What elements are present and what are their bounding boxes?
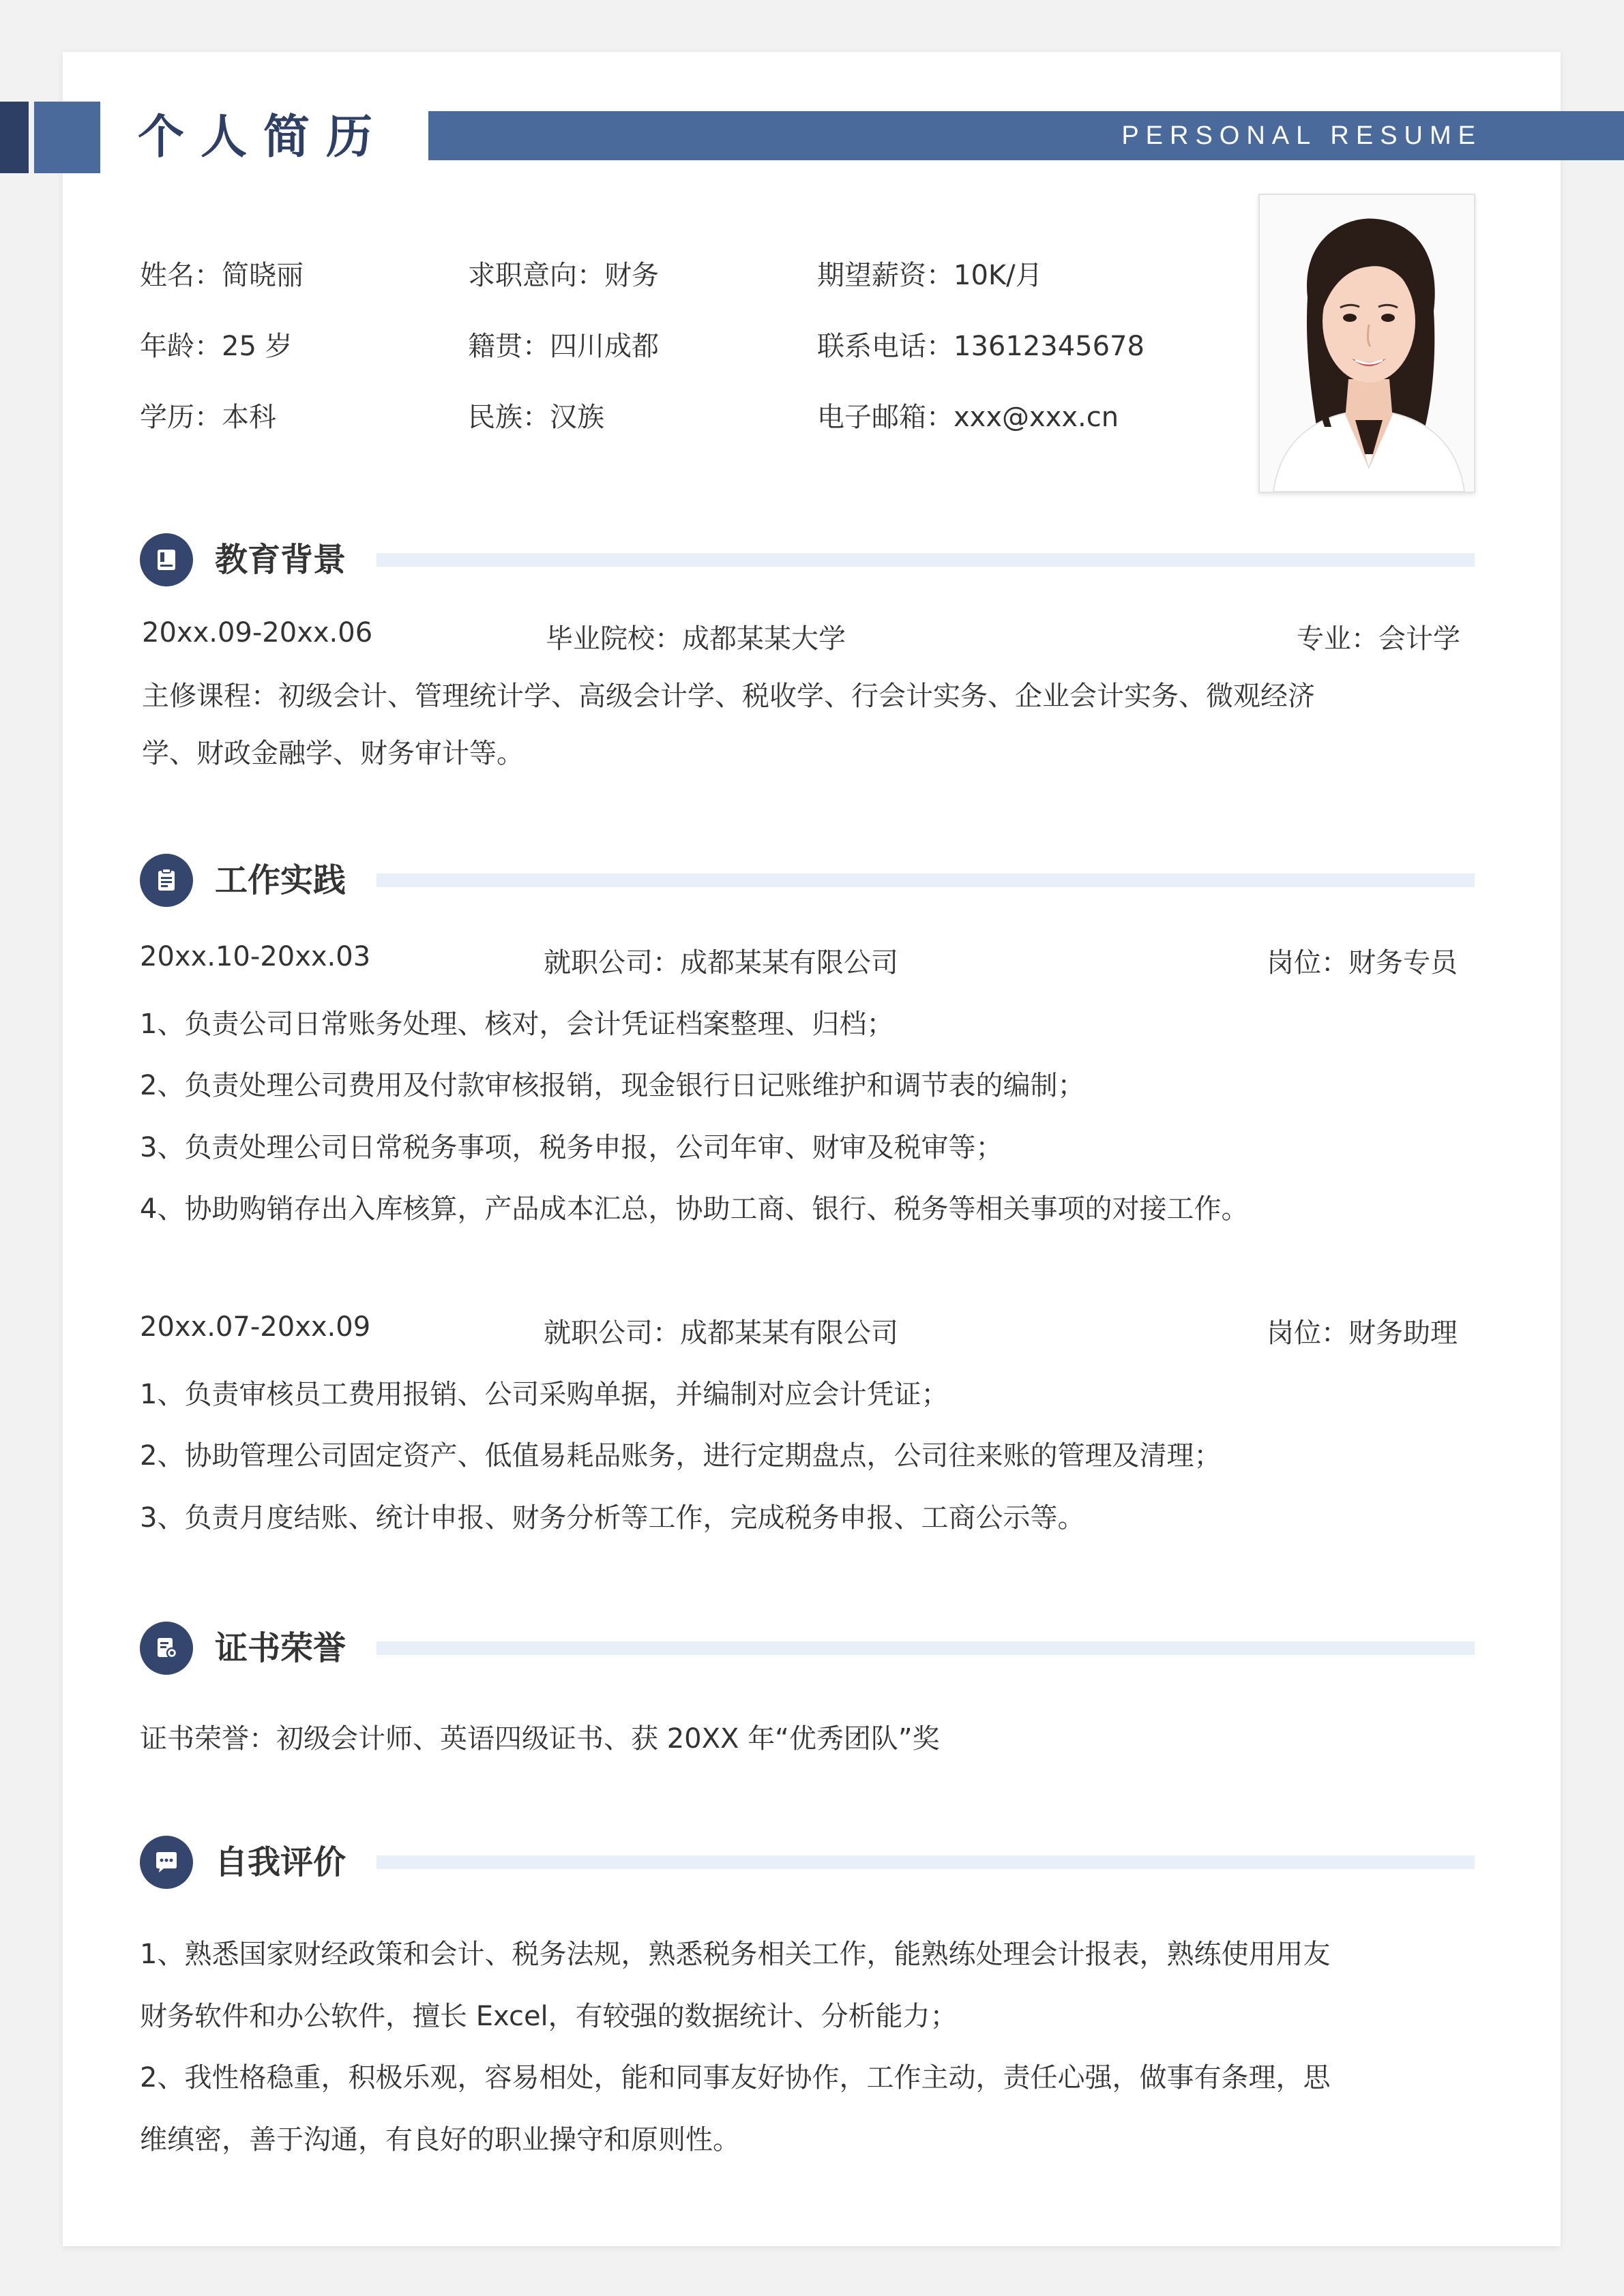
clipboard-icon xyxy=(140,854,193,907)
section-divider-certificates xyxy=(377,1641,1475,1655)
info-intention: 求职意向：财务 xyxy=(468,260,659,291)
info-email: 电子邮箱：xxx@xxx.cn xyxy=(817,402,1119,433)
info-ethnicity: 民族：汉族 xyxy=(468,402,604,433)
info-education: 学历：本科 xyxy=(140,402,276,433)
job-duty: 2、协助管理公司固定资产、低值易耗品账务，进行定期盘点，公司往来账的管理及清理； xyxy=(140,1440,1222,1472)
education-courses-cont: 学、财政金融学、财务审计等。 xyxy=(142,738,524,769)
education-courses: 主修课程：初级会计、管理统计学、高级会计学、税收学、行会计实务、企业会计实务、微观经济 xyxy=(142,681,1315,712)
section-divider-work xyxy=(377,874,1475,887)
self-eval-line: 1、熟悉国家财经政策和会计、税务法规，熟悉税务相关工作，能熟练处理会计报表，熟练使用用友 xyxy=(140,1939,1331,1970)
certificates-text: 证书荣誉：初级会计师、英语四级证书、获 20XX 年“优秀团队”奖 xyxy=(140,1723,940,1755)
job-duty: 1、负责审核员工费用报销、公司采购单据，并编制对应会计凭证； xyxy=(140,1379,949,1410)
job-company: 就职公司：成都某某有限公司 xyxy=(544,1317,898,1349)
resume-subtitle: PERSONAL RESUME xyxy=(1121,121,1482,150)
job-position: 岗位：财务专员 xyxy=(1267,947,1458,979)
self-eval-line: 财务软件和办公软件，擅长 Excel，有较强的数据统计、分析能力； xyxy=(140,2001,958,2032)
job-duty: 2、负责处理公司费用及付款审核报销，现金银行日记账维护和调节表的编制； xyxy=(140,1070,1085,1101)
header-accent-block xyxy=(34,102,100,173)
info-name: 姓名：简晓丽 xyxy=(140,260,304,291)
education-period: 20xx.09-20xx.06 xyxy=(142,617,373,648)
self-eval-line: 2、我性格稳重，积极乐观，容易相处，能和同事友好协作，工作主动，责任心强，做事有条理，思 xyxy=(140,2062,1331,2093)
profile-photo xyxy=(1258,194,1475,493)
section-divider-self-eval xyxy=(377,1855,1475,1869)
job-duty: 3、负责月度结账、统计申报、财务分析等工作，完成税务申报、工商公示等。 xyxy=(140,1502,1085,1534)
resume-title: 个人简历 xyxy=(138,110,389,164)
job-duty: 3、负责处理公司日常税务事项，税务申报，公司年审、财审及税审等； xyxy=(140,1132,1003,1163)
info-salary: 期望薪资：10K/月 xyxy=(817,260,1043,291)
job-period: 20xx.07-20xx.09 xyxy=(140,1311,371,1343)
info-age: 年龄：25 岁 xyxy=(140,331,293,362)
info-phone: 联系电话：13612345678 xyxy=(817,331,1145,362)
section-divider-education xyxy=(377,553,1475,567)
section-title-self-eval: 自我评价 xyxy=(215,1843,346,1881)
info-origin: 籍贯：四川成都 xyxy=(468,331,659,362)
section-title-work: 工作实践 xyxy=(215,861,346,899)
job-period: 20xx.10-20xx.03 xyxy=(140,941,371,972)
chat-icon xyxy=(140,1836,193,1889)
job-position: 岗位：财务助理 xyxy=(1267,1317,1458,1349)
job-company: 就职公司：成都某某有限公司 xyxy=(544,947,898,979)
self-eval-line: 维缜密，善于沟通，有良好的职业操守和原则性。 xyxy=(140,2124,740,2156)
job-duty: 1、负责公司日常账务处理、核对，会计凭证档案整理、归档； xyxy=(140,1009,894,1040)
section-title-certificates: 证书荣誉 xyxy=(215,1629,346,1667)
job-duty: 4、协助购销存出入库核算，产品成本汇总，协助工商、银行、税务等相关事项的对接工作。 xyxy=(140,1193,1249,1225)
portrait-illustration xyxy=(1260,195,1474,492)
education-major: 专业：会计学 xyxy=(1297,623,1460,655)
section-title-education: 教育背景 xyxy=(215,541,346,579)
education-school: 毕业院校：成都某某大学 xyxy=(546,623,846,655)
header-accent-dark xyxy=(0,102,29,173)
certificate-icon xyxy=(140,1622,193,1675)
book-icon xyxy=(140,533,193,586)
